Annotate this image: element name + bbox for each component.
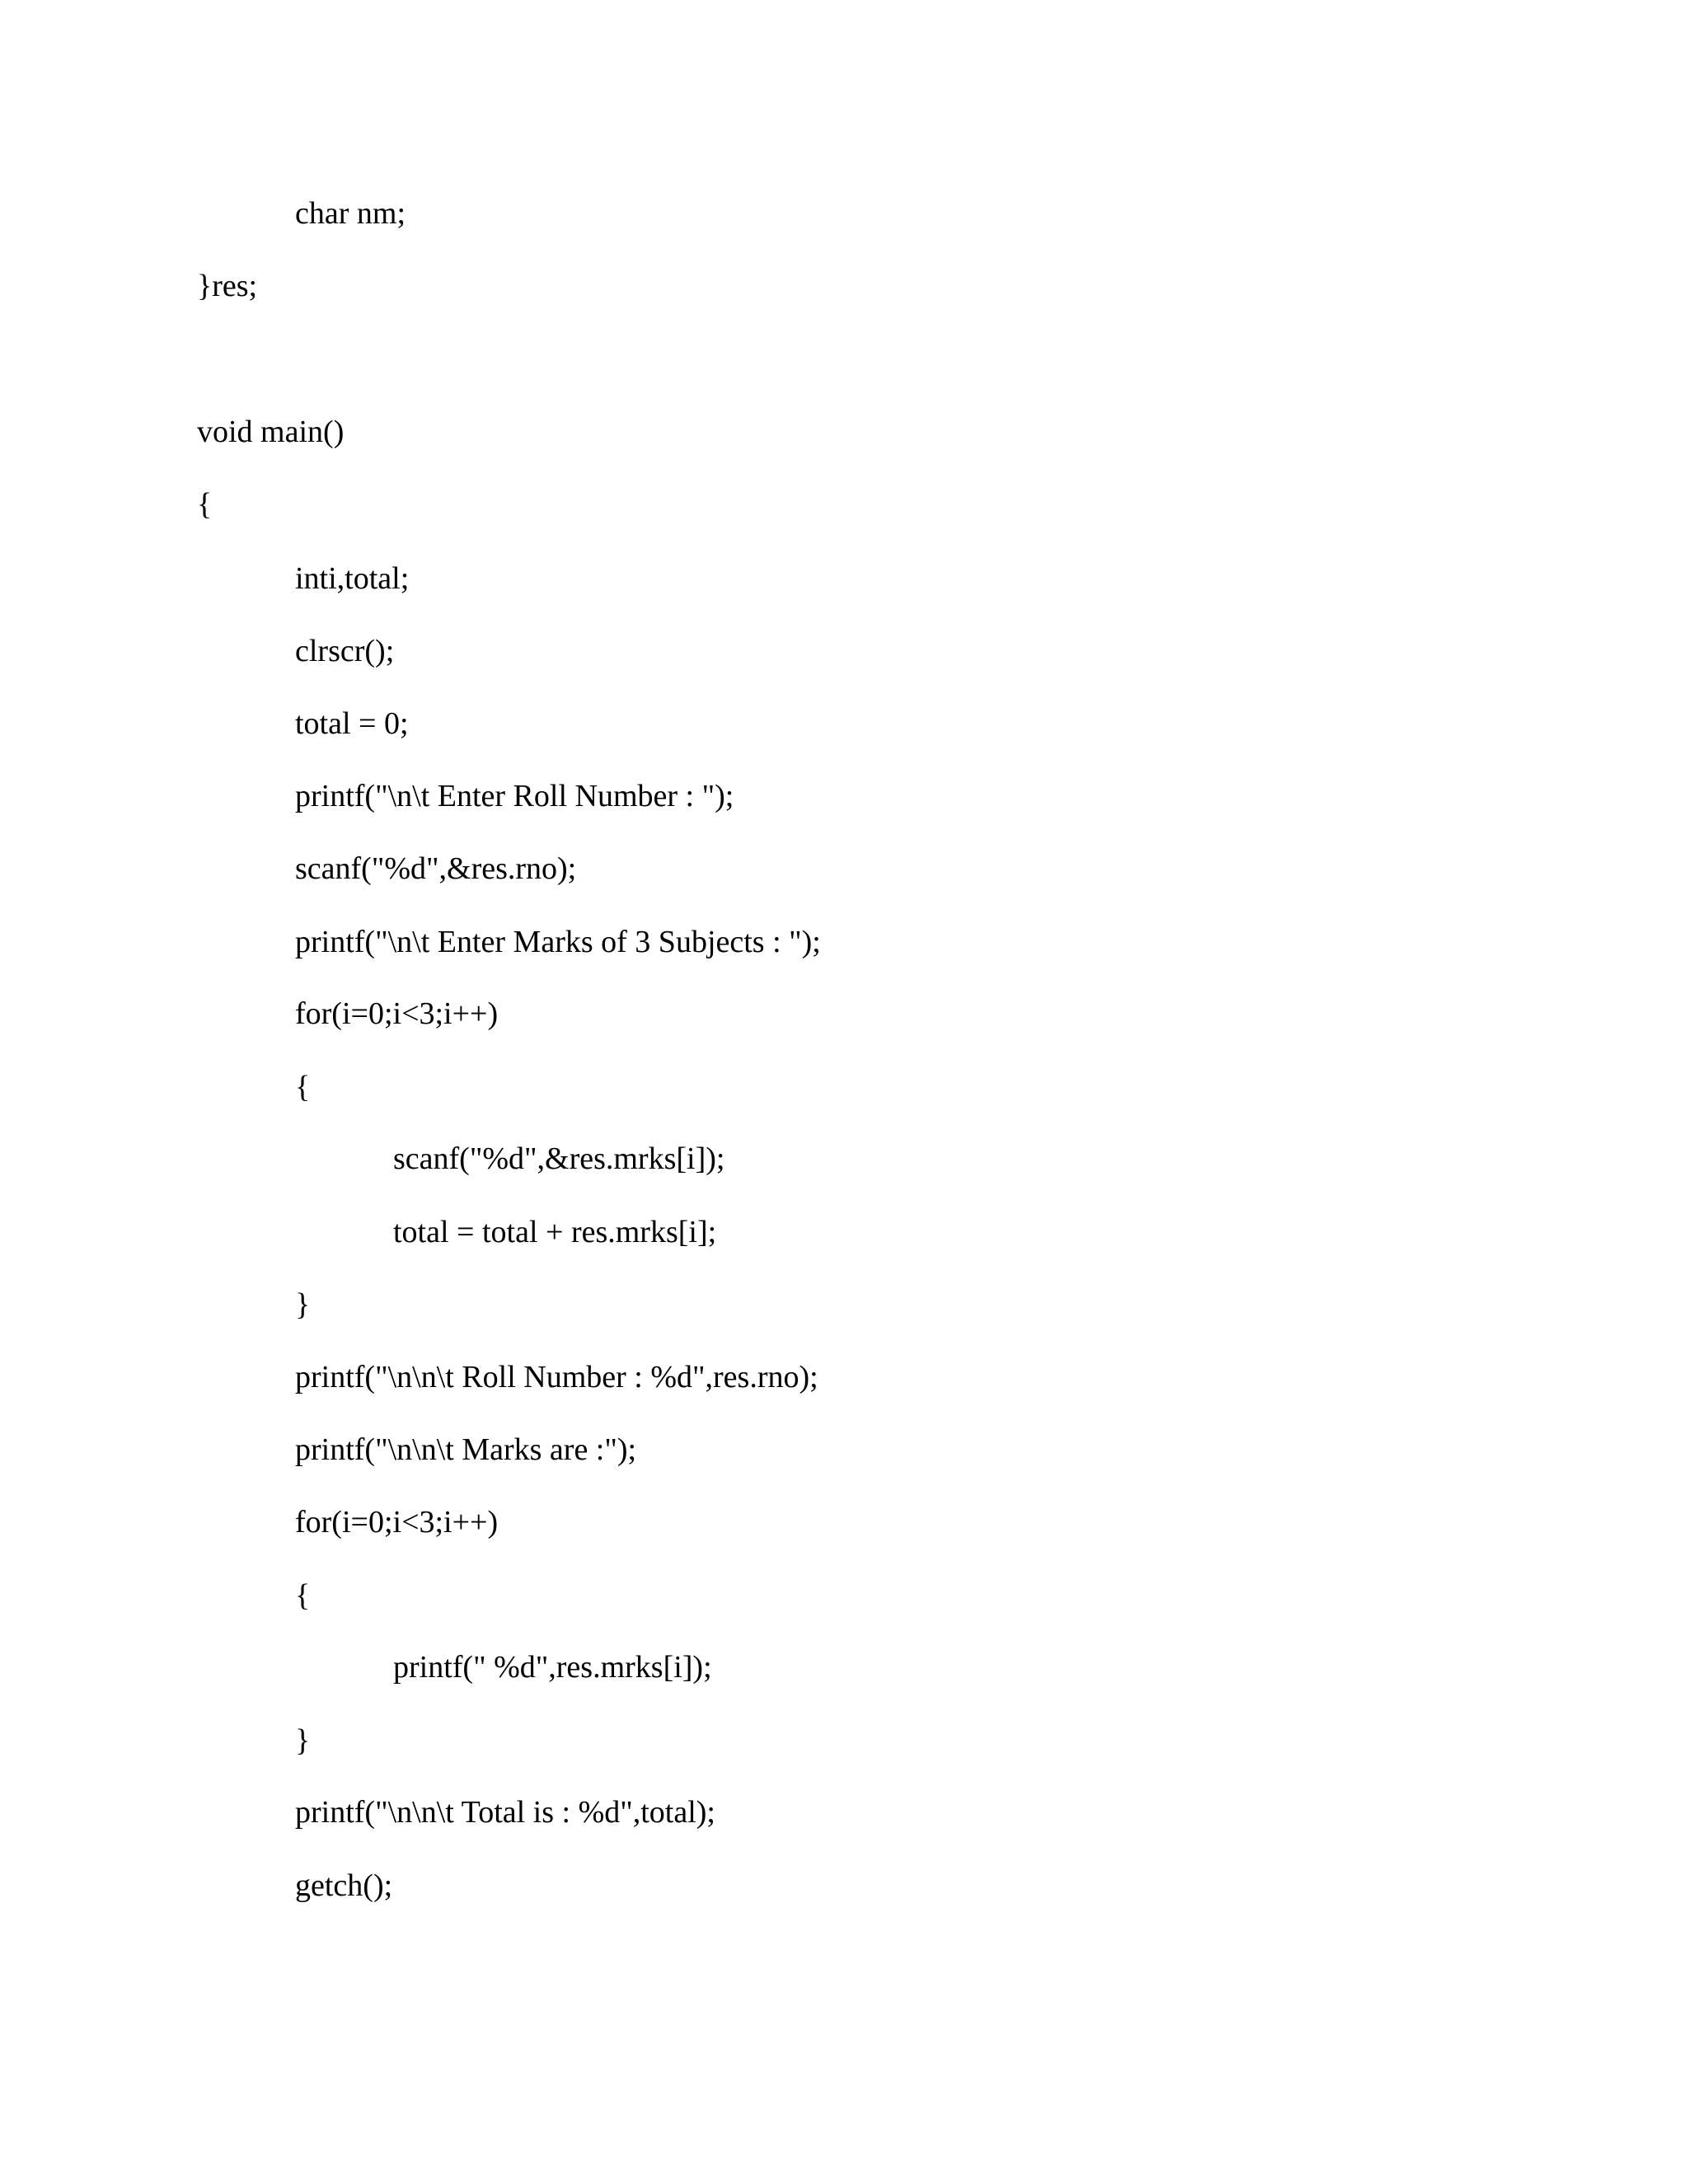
- code-line: printf("\n\t Enter Roll Number : ");: [295, 779, 734, 813]
- code-line: {: [295, 1070, 311, 1104]
- code-line: scanf("%d",&res.rno);: [295, 851, 577, 886]
- code-line: printf("\n\n\t Roll Number : %d",res.rno);: [295, 1360, 818, 1394]
- code-line: clrscr();: [295, 634, 395, 668]
- code-line: printf(" %d",res.mrks[i]);: [393, 1650, 712, 1685]
- code-line: }: [295, 1723, 311, 1758]
- code-line: getch();: [295, 1868, 393, 1903]
- code-line: total = total + res.mrks[i];: [393, 1215, 717, 1249]
- code-line: for(i=0;i<3;i++): [295, 996, 499, 1031]
- code-line: }: [295, 1287, 311, 1322]
- code-line: printf("\n\t Enter Marks of 3 Subjects : ");: [295, 925, 821, 959]
- code-line: scanf("%d",&res.mrks[i]);: [393, 1141, 725, 1176]
- code-line: {: [197, 487, 213, 522]
- code-line: printf("\n\n\t Total is : %d",total);: [295, 1795, 715, 1830]
- code-line: printf("\n\n\t Marks are :");: [295, 1432, 637, 1467]
- code-line: inti,total;: [295, 561, 410, 596]
- code-line: {: [295, 1578, 311, 1613]
- code-line: total = 0;: [295, 706, 409, 741]
- code-line: char nm;: [295, 196, 406, 231]
- code-line: for(i=0;i<3;i++): [295, 1505, 499, 1540]
- code-line: void main(): [197, 415, 345, 449]
- code-line: }res;: [197, 269, 258, 303]
